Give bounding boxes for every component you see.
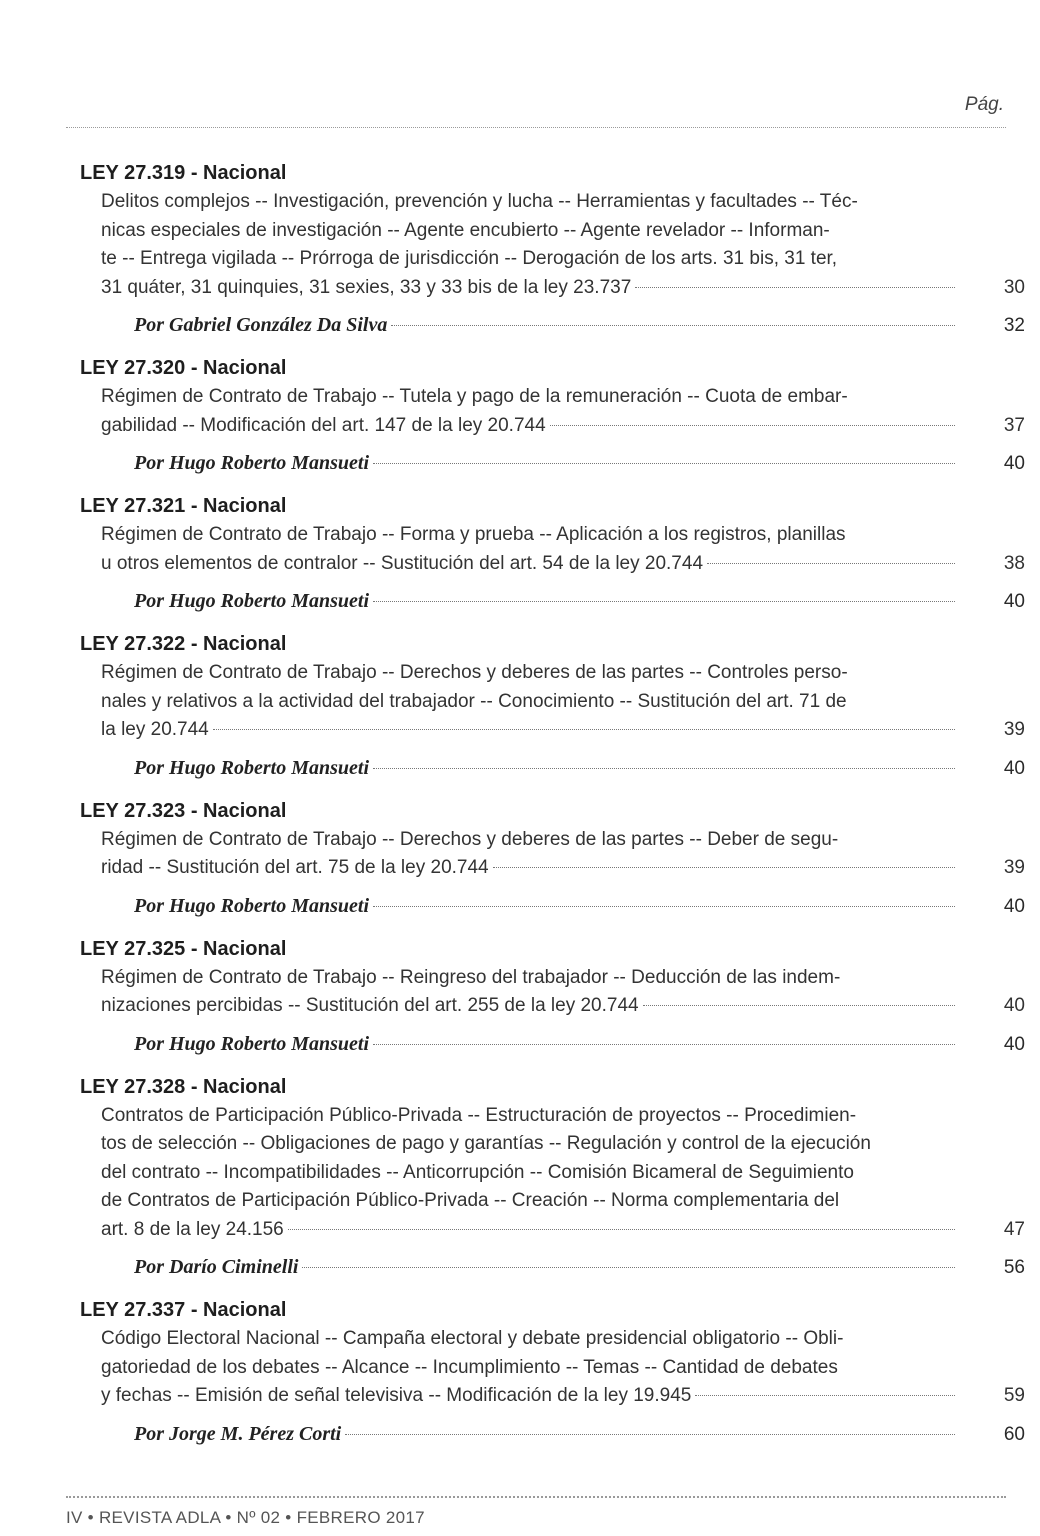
description-line (80, 1216, 1025, 1245)
description-text: gabilidad -- Modificación del art. 147 de la ley 20.744 (101, 414, 546, 436)
author-line (80, 891, 1025, 922)
description-line (80, 854, 1025, 883)
description-line: Delitos complejos -- Investigación, prevención y lucha -- Herramientas y facultades -- Téc- (101, 191, 858, 212)
law-title: LEY 27.325 - Nacional (80, 937, 287, 960)
page-column-label: Pág. (964, 94, 1004, 115)
author-name: Por Jorge M. Pérez Corti (134, 1422, 342, 1445)
law-title: LEY 27.322 - Nacional (80, 633, 287, 655)
dot-leader (635, 286, 955, 288)
dot-leader (373, 767, 955, 769)
toc-entry (80, 491, 1025, 617)
author-page-number: 40 (1003, 895, 1025, 917)
dot-leader (695, 1394, 955, 1396)
description-text: y fechas -- Emisión de señal televisiva -- Modificación de la ley 19.945 (101, 1385, 692, 1406)
page-number: 37 (1003, 414, 1025, 436)
description-line: Régimen de Contrato de Trabajo -- Derechos y deberes de las partes -- Controles perso- (101, 662, 848, 683)
author-line (80, 1419, 1025, 1450)
description-line: Régimen de Contrato de Trabajo -- Derechos y deberes de las partes -- Deber de segu- (101, 828, 839, 850)
description-line: te -- Entrega vigilada -- Prórroga de jurisdicción -- Derogación de los arts. 31 bis, 31 ter, (101, 248, 838, 269)
page-number: 30 (1003, 276, 1025, 298)
author-name: Por Hugo Roberto Mansueti (134, 1032, 370, 1055)
description-line: tos de selección -- Obligaciones de pago y garantías -- Regulación y control de la ejecución (101, 1133, 871, 1154)
dot-leader (302, 1266, 955, 1268)
law-title: LEY 27.321 - Nacional (80, 495, 287, 517)
description-line: Régimen de Contrato de Trabajo -- Reingreso del trabajador -- Deducción de las indem- (101, 966, 841, 988)
description-text: la ley 20.744 (101, 719, 209, 740)
author-page-number: 32 (1003, 315, 1025, 336)
description-line (80, 274, 1025, 303)
author-page-number: 40 (1003, 591, 1025, 612)
law-title: LEY 27.320 - Nacional (80, 357, 287, 379)
dot-leader (345, 1433, 955, 1435)
description-line: nales y relativos a la actividad del trabajador -- Conocimiento -- Sustitución del art. 71 de (101, 690, 847, 712)
description-line (80, 412, 1025, 441)
author-name: Por Hugo Roberto Mansueti (134, 590, 370, 612)
description-line (80, 716, 1025, 745)
description-line: gatoriedad de los debates -- Alcance -- Incumplimiento -- Temas -- Cantidad de debates (101, 1356, 838, 1378)
page-number: 39 (1003, 719, 1025, 740)
toc-entry (80, 796, 1025, 922)
dot-leader (213, 728, 955, 730)
toc-entry (80, 353, 1025, 479)
author-line (80, 586, 1025, 617)
dot-leader (373, 1043, 955, 1045)
law-title: LEY 27.328 - Nacional (80, 1075, 287, 1098)
page-footer: IV • REVISTA ADLA • Nº 02 • FEBRERO 2017 (66, 1508, 425, 1527)
author-page-number: 40 (1003, 453, 1025, 474)
description-text: ridad -- Sustitución del art. 75 de la ley 20.744 (101, 857, 489, 878)
dot-leader (550, 424, 955, 426)
description-text: u otros elementos de contralor -- Sustitución del art. 54 de la ley 20.744 (101, 552, 704, 574)
description-line: Régimen de Contrato de Trabajo -- Tutela y pago de la remuneración -- Cuota de embar- (101, 386, 848, 407)
author-name: Por Hugo Roberto Mansueti (134, 452, 370, 474)
author-name: Por Hugo Roberto Mansueti (134, 756, 370, 779)
law-title: LEY 27.323 - Nacional (80, 799, 287, 822)
description-line: del contrato -- Incompatibilidades -- Anticorrupción -- Comisión Bicameral de Seguimiento (101, 1161, 854, 1183)
author-name: Por Darío Ciminelli (134, 1256, 299, 1278)
author-line (80, 1029, 1025, 1060)
author-page-number: 40 (1003, 1033, 1025, 1055)
description-text: nizaciones percibidas -- Sustitución del art. 255 de la ley 20.744 (101, 995, 639, 1016)
law-title: LEY 27.337 - Nacional (80, 1299, 287, 1321)
page-number: 47 (1003, 1218, 1025, 1240)
author-page-number: 40 (1003, 757, 1025, 779)
description-line: Código Electoral Nacional -- Campaña electoral y debate presidencial obligatorio -- Obli- (101, 1328, 844, 1349)
toc-entry (80, 158, 1025, 341)
description-text: art. 8 de la ley 24.156 (101, 1218, 284, 1240)
dot-leader (373, 600, 955, 602)
author-page-number: 60 (1003, 1423, 1025, 1445)
page-number: 39 (1003, 857, 1025, 878)
author-name: Por Hugo Roberto Mansueti (134, 894, 370, 917)
description-text: 31 quáter, 31 quinquies, 31 sexies, 33 y 33 bis de la ley 23.737 (101, 276, 632, 298)
dot-leader (373, 462, 955, 464)
author-line (80, 310, 1025, 341)
author-line (80, 448, 1025, 479)
description-line: Contratos de Participación Público-Privada -- Estructuración de proyectos -- Procedimien- (101, 1104, 857, 1126)
law-title: LEY 27.319 - Nacional (80, 162, 287, 184)
description-line (80, 1382, 1025, 1411)
dot-leader (643, 1004, 955, 1006)
bottom-divider (66, 1496, 1006, 1498)
top-divider (66, 127, 1006, 128)
dot-leader (288, 1228, 955, 1230)
toc-entry (80, 1072, 1025, 1284)
description-line: Régimen de Contrato de Trabajo -- Forma y prueba -- Aplicación a los registros, planillas (101, 524, 846, 545)
toc-entry (80, 629, 1025, 784)
page-number: 38 (1003, 552, 1025, 574)
description-line (80, 992, 1025, 1021)
description-line: de Contratos de Participación Público-Privada -- Creación -- Norma complementaria del (101, 1190, 840, 1211)
author-line (80, 753, 1025, 784)
page-number: 40 (1003, 995, 1025, 1016)
dot-leader (493, 866, 955, 868)
toc-entry (80, 934, 1025, 1060)
dot-leader (391, 324, 955, 326)
author-line (80, 1252, 1025, 1283)
table-of-contents (80, 158, 1025, 1462)
description-line (80, 550, 1025, 579)
page-number: 59 (1003, 1385, 1025, 1406)
toc-entry (80, 1295, 1025, 1450)
description-line: nicas especiales de investigación -- Agente encubierto -- Agente revelador -- Informan- (101, 219, 830, 241)
author-page-number: 56 (1003, 1257, 1025, 1278)
dot-leader (373, 905, 955, 907)
author-name: Por Gabriel González Da Silva (134, 314, 388, 336)
dot-leader (707, 562, 955, 564)
